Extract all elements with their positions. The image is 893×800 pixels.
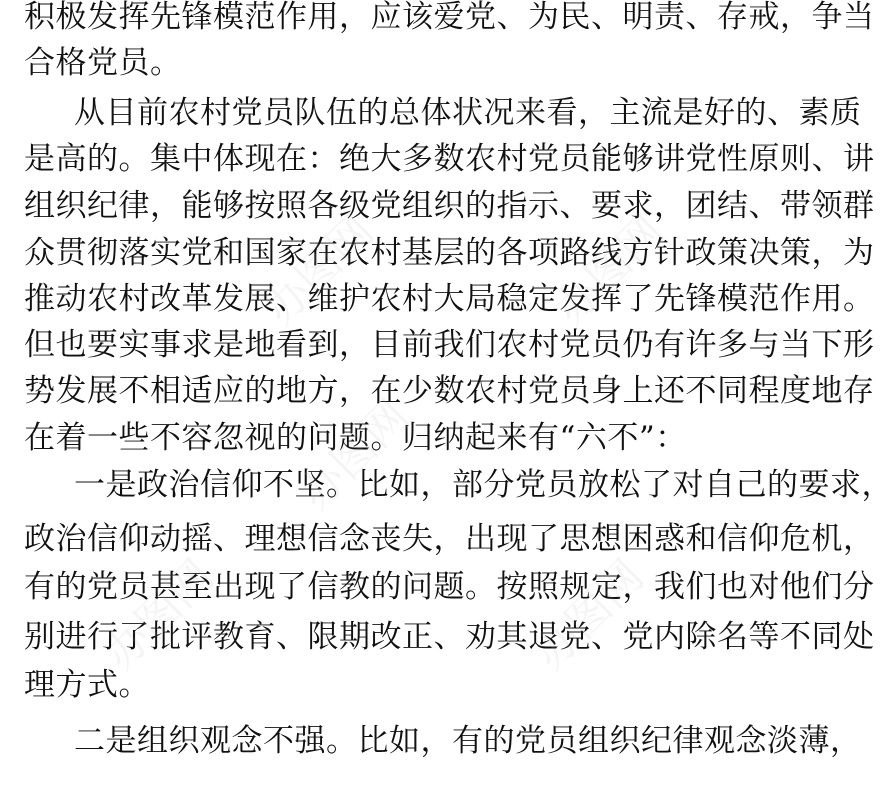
text-line-16: 二是组织观念不强。比如，有的党员组织纪律观念淡薄， [74,723,862,759]
watermark-text: 办图网 [524,550,654,680]
text-line-2: 合格党员。 [24,45,182,81]
watermark-text: 办图网 [254,205,384,335]
text-line-5: 组织纪律，能够按照各级党组织的指示、要求，团结、带领群 [24,188,875,224]
watermark-text: 办图网 [289,390,419,520]
text-line-4: 是高的。集中体现在：绝大多数农村党员能够讲党性原则、讲 [24,141,875,177]
text-line-8: 但也要实事求是地看到，目前我们农村党员仍有许多与当下形 [24,327,875,363]
text-line-11: 一是政治信仰不坚。比如，部分党员放松了对自己的要求， [74,467,893,503]
text-line-3: 从目前农村党员队伍的总体状况来看，主流是好的、素质 [74,95,862,131]
text-line-10: 在着一些不容忽视的问题。归纳起来有“六不”： [24,420,687,456]
text-line-12: 政治信仰动摇、理想信念丧失，出现了思想困惑和信仰危机， [24,521,875,557]
text-line-7: 推动农村改革发展、维护农村大局稳定发挥了先锋模范作用。 [24,281,875,317]
watermark-text: 办图网 [94,550,224,680]
text-line-6: 众贯彻落实党和国家在农村基层的各项路线方针政策决策，为 [24,235,875,271]
text-line-1: 积极发挥先锋模范作用，应该爱党、为民、明责、存戒，争当 [24,0,875,35]
text-line-9: 势发展不相适应的地方，在少数农村党员身上还不同程度地存 [24,373,875,409]
text-line-13: 有的党员甚至出现了信教的问题。按照规定，我们也对他们分 [24,569,875,605]
text-line-15: 理方式。 [24,667,150,703]
watermark-text: 办图网 [544,205,674,335]
text-line-14: 别进行了批评教育、限期改正、劝其退党、党内除名等不同处 [24,619,875,655]
